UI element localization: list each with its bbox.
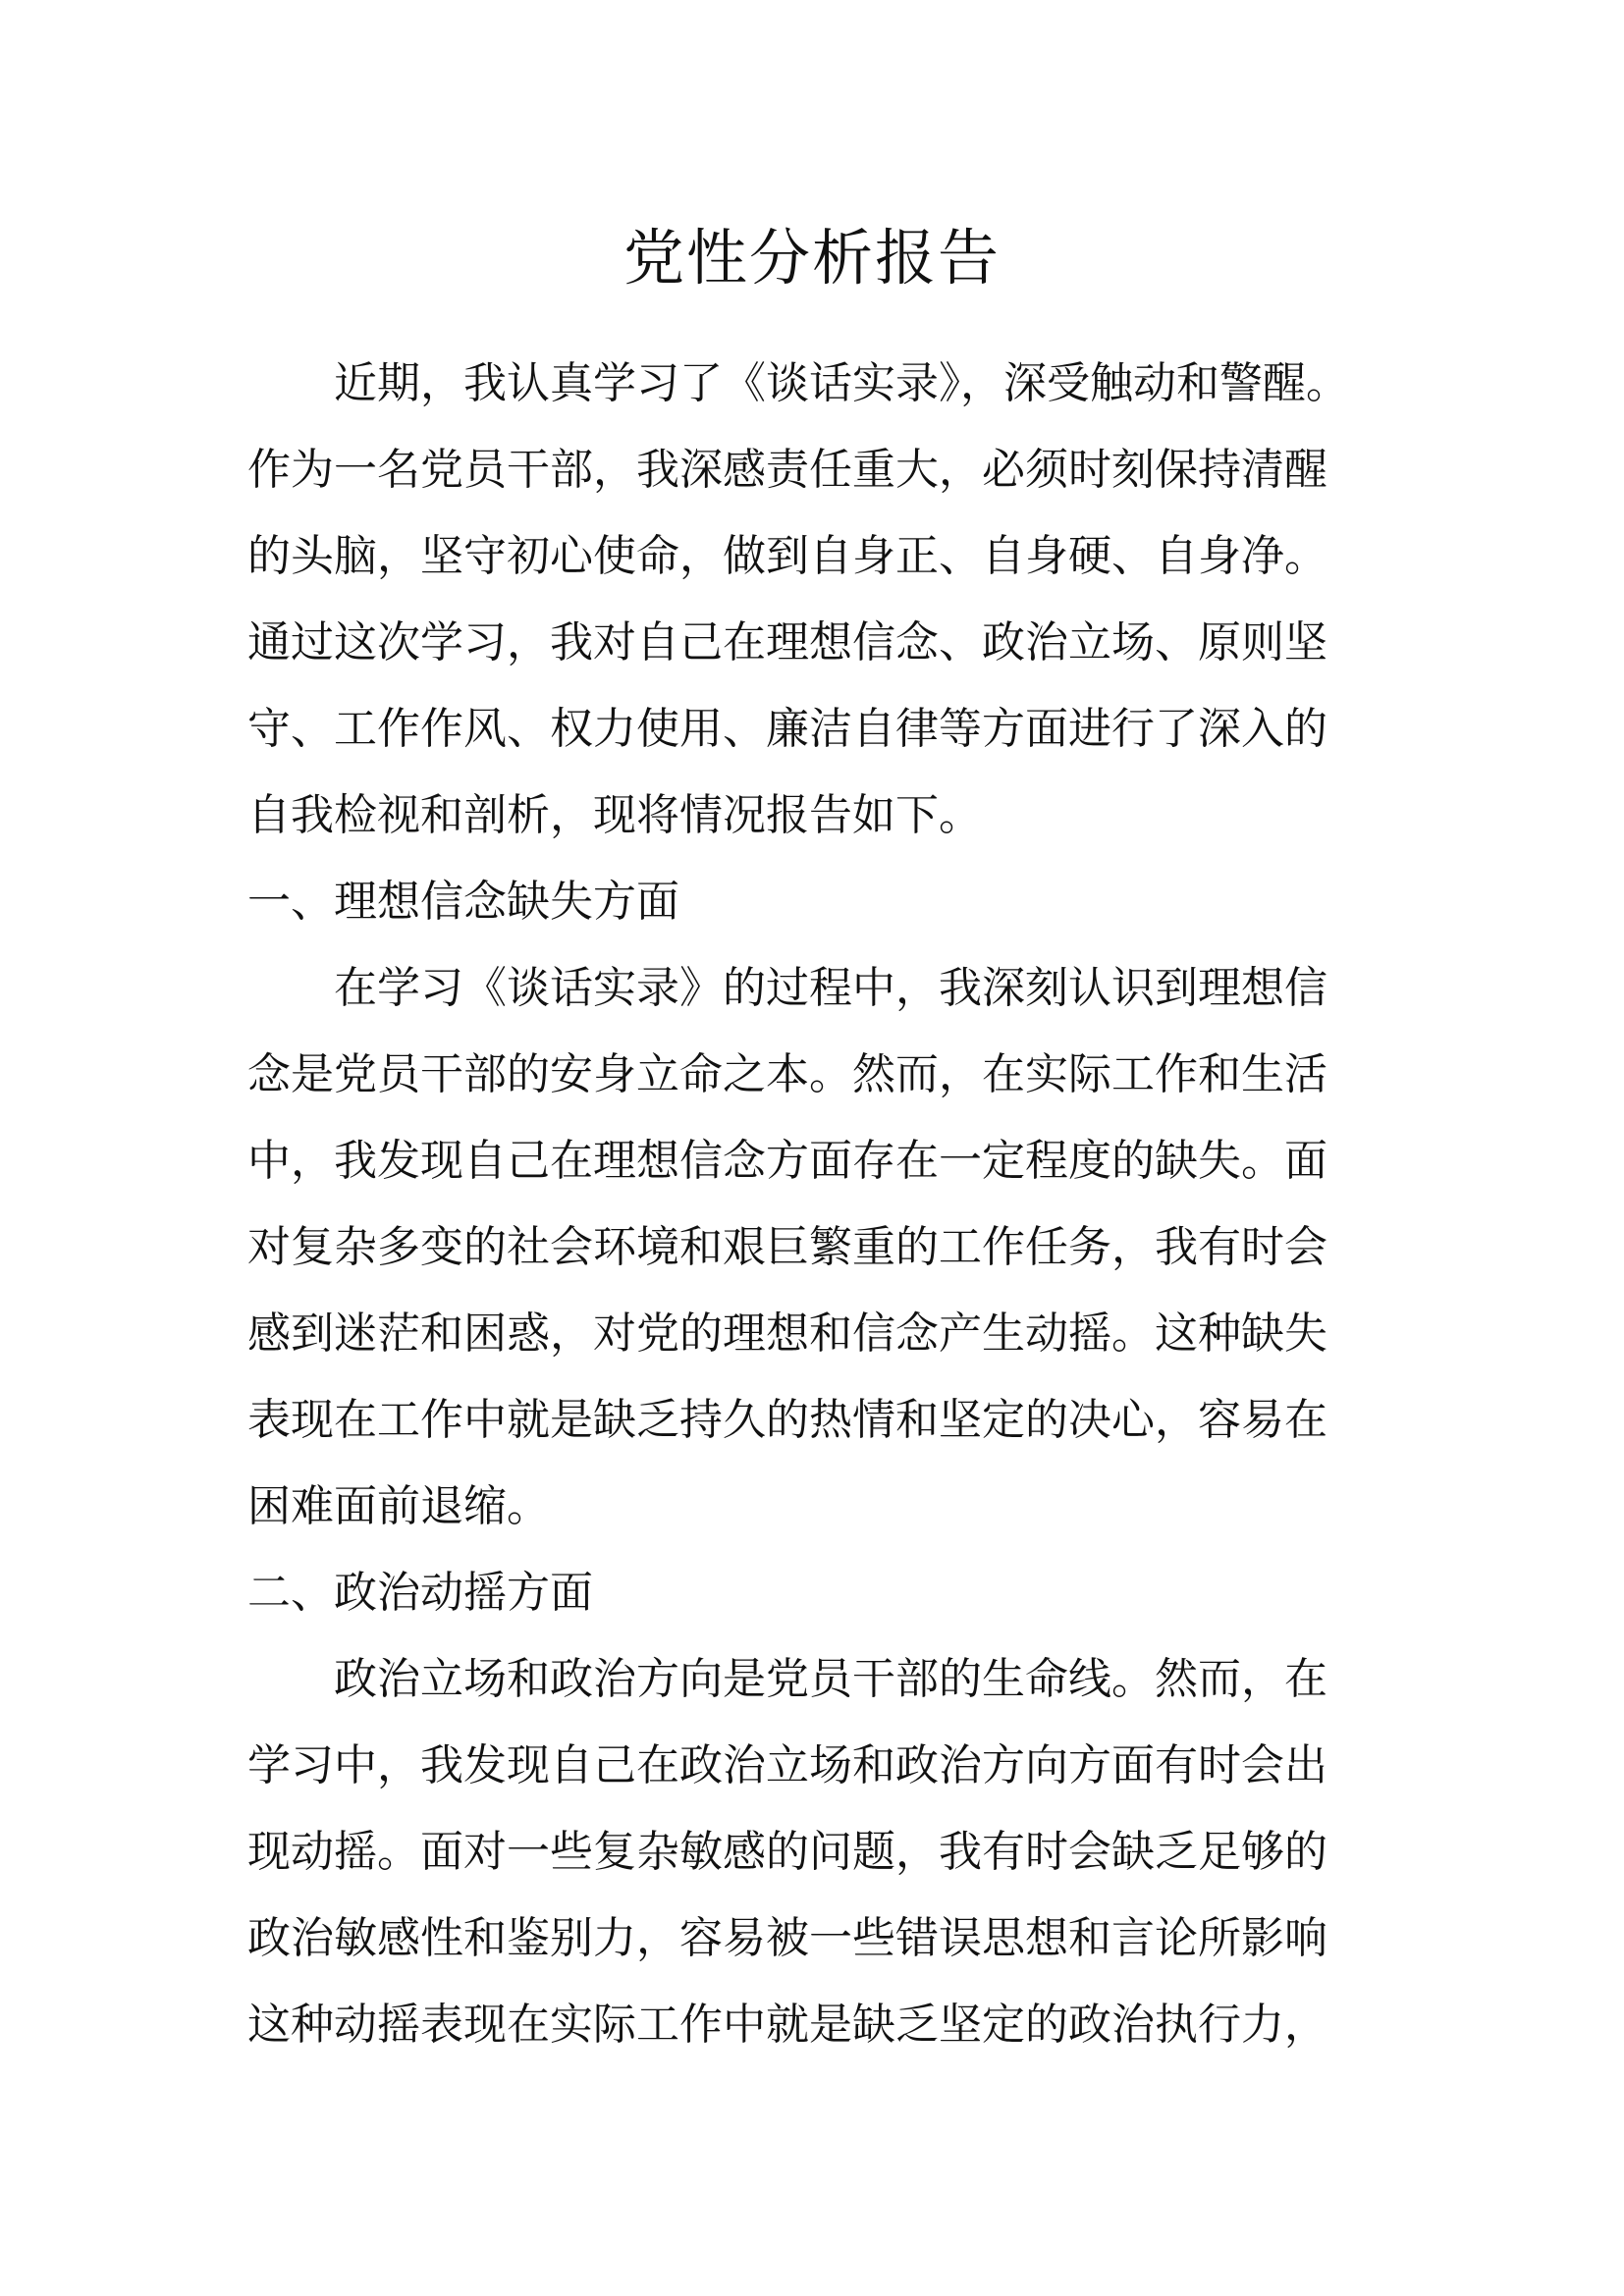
paragraph-line: 对复杂多变的社会环境和艰巨繁重的工作任务，我有时会: [247, 1222, 1327, 1272]
section-heading: 一、理想信念缺失方面: [247, 877, 679, 927]
paragraph-line: 政治立场和政治方向是党员干部的生命线。然而，在: [334, 1654, 1327, 1704]
paragraph-line: 这种动摇表现在实际工作中就是缺乏坚定的政治执行力，: [247, 2000, 1327, 2050]
paragraph-line: 通过这次学习，我对自己在理想信念、政治立场、原则坚: [247, 617, 1327, 667]
paragraph-line: 自我检视和剖析，现将情况报告如下。: [247, 790, 982, 840]
document-title: 党性分析报告: [623, 222, 1001, 294]
paragraph-line: 在学习《谈话实录》的过程中，我深刻认识到理想信: [334, 963, 1327, 1013]
paragraph-line: 中，我发现自己在理想信念方面存在一定程度的缺失。面: [247, 1136, 1327, 1186]
paragraph-line: 念是党员干部的安身立命之本。然而，在实际工作和生活: [247, 1049, 1327, 1099]
paragraph-line: 困难面前退缩。: [247, 1481, 550, 1531]
paragraph-line: 现动摇。面对一些复杂敏感的问题，我有时会缺乏足够的: [247, 1827, 1327, 1877]
paragraph-line: 表现在工作中就是缺乏持久的热情和坚定的决心，容易在: [247, 1395, 1327, 1445]
paragraph-line: 感到迷茫和困惑，对党的理想和信念产生动摇。这种缺失: [247, 1308, 1327, 1359]
paragraph-line: 近期，我认真学习了《谈话实录》，深受触动和警醒。: [334, 358, 1349, 408]
section-heading: 二、政治动摇方面: [247, 1568, 593, 1618]
paragraph-line: 守、工作作风、权力使用、廉洁自律等方面进行了深入的: [247, 704, 1327, 754]
paragraph-line: 学习中，我发现自己在政治立场和政治方向方面有时会出: [247, 1740, 1327, 1790]
paragraph-line: 的头脑，坚守初心使命，做到自身正、自身硬、自身净。: [247, 531, 1327, 581]
paragraph-line: 作为一名党员干部，我深感责任重大，必须时刻保持清醒: [247, 445, 1327, 495]
paragraph-line: 政治敏感性和鉴别力，容易被一些错误思想和言论所影响: [247, 1913, 1327, 1963]
